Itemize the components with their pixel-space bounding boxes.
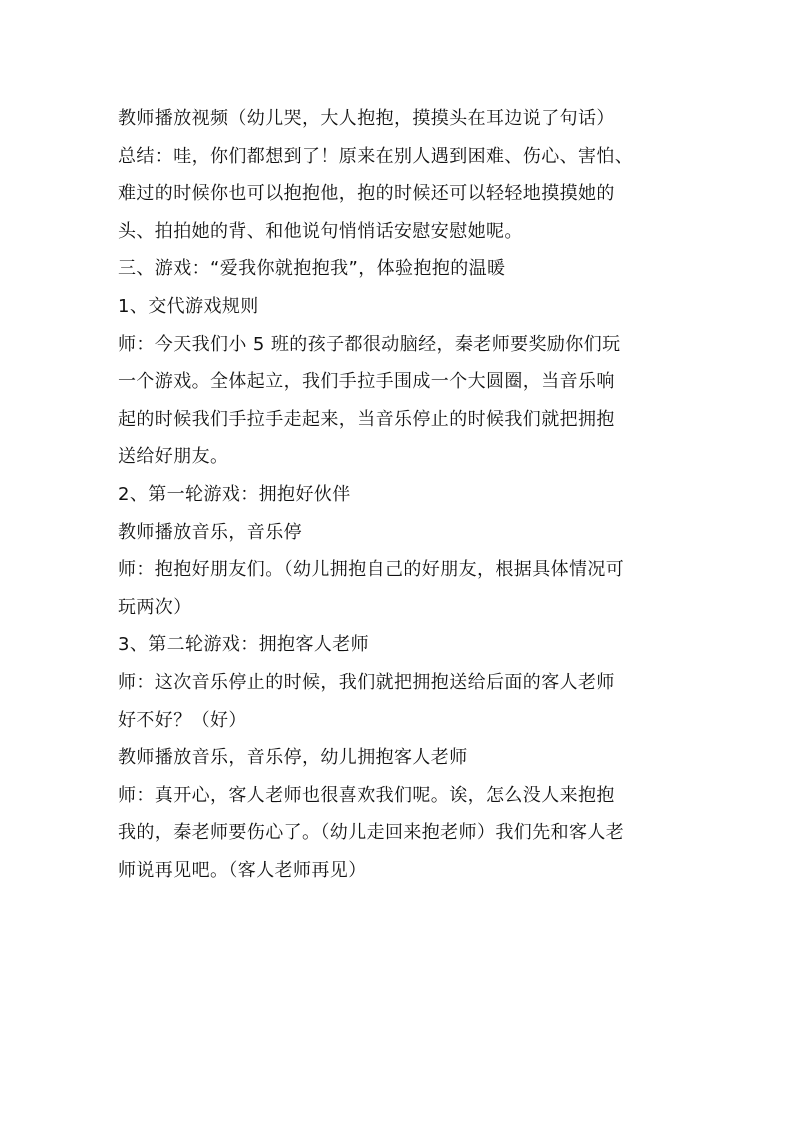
subsection-heading: 1、交代游戏规则 [118,295,259,317]
text-line: 师：今天我们小 5 班的孩子都很动脑经，秦老师要奖励你们玩 [118,333,621,355]
subsection-heading: 3、第二轮游戏：拥抱客人老师 [118,634,370,656]
text-line: 师说再见吧。（客人老师再见） [118,859,367,881]
subsection-heading: 2、第一轮游戏：拥抱好伙伴 [118,483,351,505]
text-line: 总结：哇，你们都想到了！原来在别人遇到困难、伤心、害怕、 [118,145,634,167]
text-line: 师：抱抱好朋友们。（幼儿拥抱自己的好朋友，根据具体情况可 [118,559,625,581]
text-line: 师：这次音乐停止的时候，我们就把拥抱送给后面的客人老师 [118,671,615,693]
text-line: 起的时候我们手拉手走起来，当音乐停止的时候我们就把拥抱 [118,408,615,430]
text-line: 玩两次） [118,596,192,618]
text-line: 一个游戏。全体起立，我们手拉手围成一个大圆圈，当音乐响 [118,371,615,393]
text-line: 送给好朋友。 [118,446,229,468]
text-line: 好不好？（好） [118,709,247,731]
text-line: 头、拍拍她的背、和他说句悄悄话安慰安慰她呢。 [118,220,523,242]
document-body [118,100,698,889]
text-line: 教师播放视频（幼儿哭，大人抱抱，摸摸头在耳边说了句话） [118,108,615,129]
text-line: 我的，秦老师要伤心了。（幼儿走回来抱老师）我们先和客人老 [118,822,625,844]
text-line: 教师播放音乐，音乐停，幼儿拥抱客人老师 [118,747,468,769]
section-heading: 三、游戏：“爱我你就抱抱我”，体验抱抱的温暖 [118,258,506,280]
text-line: 难过的时候你也可以抱抱他，抱的时候还可以轻轻地摸摸她的 [118,183,615,205]
text-line: 师：真开心，客人老师也很喜欢我们呢。诶，怎么没人来抱抱 [118,784,615,806]
text-line: 教师播放音乐，音乐停 [118,521,302,543]
